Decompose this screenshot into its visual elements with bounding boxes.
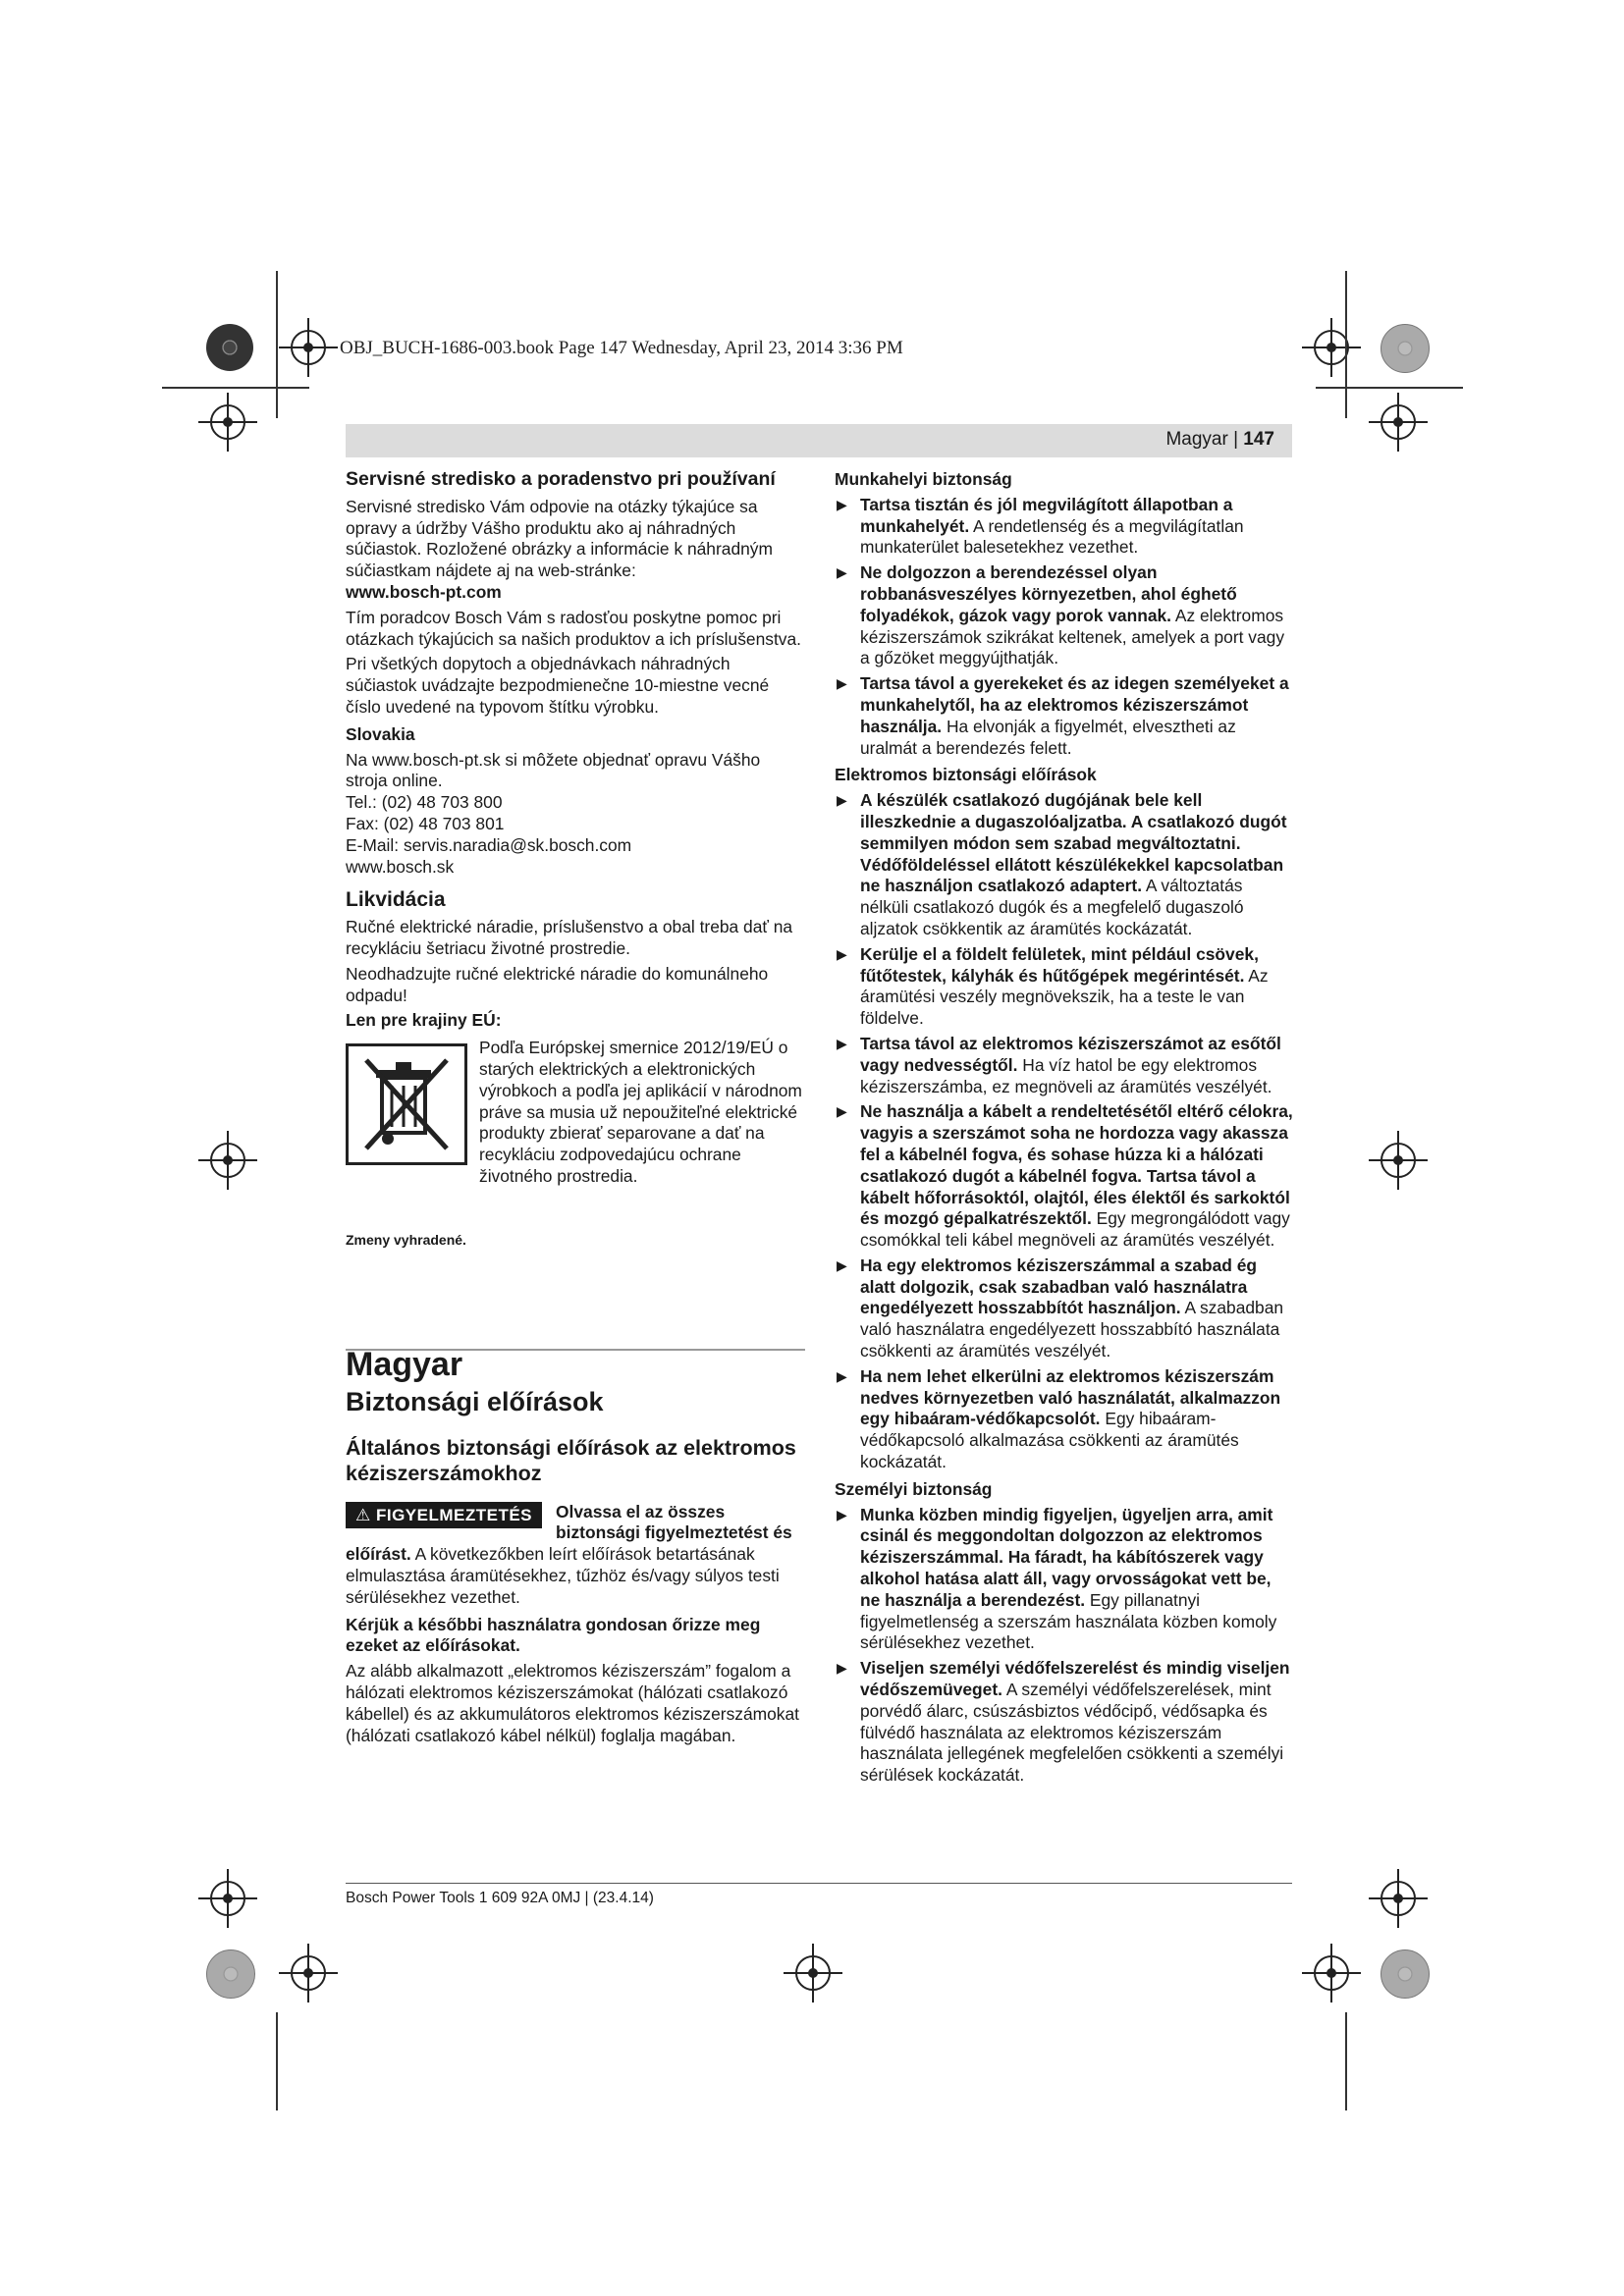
electrical-safety-item-text: Ha víz hatol be egy elektromos kéziszerszámba, ez megnöveli az áramütés veszélyét. [860,1054,1272,1096]
eu-title: Len pre krajiny EÚ: [346,1010,502,1031]
registration-mark-bottom-left [291,1955,326,1991]
electrical-safety-item [835,790,1294,940]
keep-instructions: Kérjük a későbbi használatra gondosan őrizze meg ezeket az előírásokat. [346,1614,761,1656]
electrical-safety-item-text: Egy hibaáram-védőkapcsoló alkalmazása csökkenti az áramütés kockázatát. [860,1409,1239,1472]
personal-safety-item-text: Egy pillanatnyi figyelmetlenség a szerszám használata közben komoly sérülésekhez vezethet. [860,1589,1277,1653]
email[interactable]: E-Mail: servis.naradia@sk.bosch.com [346,834,632,855]
work-area-item-bold: Tartsa tisztán és jól megvilágított állapotban a munkahelyét. [860,494,1233,536]
disposal-title: Likvidácia [346,888,446,912]
electrical-safety-title: Elektromos biztonsági előírások [835,765,1097,785]
crop-line [276,2012,278,2110]
electrical-safety-item [835,1255,1294,1362]
electrical-safety-item [835,1101,1294,1252]
electrical-safety-item [835,1366,1294,1473]
crop-star-mark-top-right [1380,324,1430,373]
electrical-safety-item [835,1034,1294,1097]
safety-title: Biztonsági előírások [346,1386,604,1416]
bullet-triangle-icon: ▶ [837,792,847,809]
warning-block [346,1502,805,1609]
electrical-safety-item-bold: Kerülje el a földelt felületek, mint például csövek, fűtőtestek, kályhák és hűtőgépek megérintését. [860,943,1259,986]
service-paragraph-2: Tím poradcov Bosch Vám s radosťou poskytne pomoc pri otázkach týkajúcich sa našich produktov a ich príslušenstva. [346,607,801,649]
personal-safety-item [835,1505,1294,1655]
personal-safety-title: Személyi biztonság [835,1478,993,1499]
electrical-safety-item [835,944,1294,1030]
service-paragraph-3: Pri všetkých dopytoch a objednávkach náhradných súčiastok uvádzajte bezpodmienečne 10-miestne vecné číslo uvedené na typovom štítku výrobku. [346,654,770,717]
service-paragraph-1: Servisné stredisko Vám odpovie na otázky týkajúce sa opravy a údržby Vášho produktu ako aj náhradných súčiastok. Rozložené obrázky a informácie k náhradným súčiastkam nájdete aj na web-stránke: [346,496,773,581]
registration-mark-right-mid [1380,1143,1416,1178]
registration-mark-top-left [291,330,326,365]
registration-mark-right-top [1380,404,1416,440]
country-paragraph: Na www.bosch-pt.sk si môžete objednať opravu Vášho stroja online. [346,749,761,791]
work-area-item-text: Ha elvonják a figyelmét, elvesztheti az uralmát a berendezés felett. [860,716,1236,758]
crop-line [1345,271,1347,418]
fax: Fax: (02) 48 703 801 [346,813,505,833]
registration-mark-bottom-right [1314,1955,1349,1991]
eu-text: Podľa Európskej smernice 2012/19/EÚ o starých elektrických a elektronických výrobkoch a podľa jej aplikácií v národnom práve sa musia už nepoužiteľné elektrické produkty zbierať separovane a dať na recykláciu zodpovedajúcu ochrane životného prostredia. [479,1038,802,1186]
file-header: OBJ_BUCH-1686-003.book Page 147 Wednesday, April 23, 2014 3:36 PM [340,338,903,358]
disposal-paragraph-2: Neodhadzujte ručné elektrické náradie do komunálneho odpadu! [346,963,769,1005]
electrical-safety-item-bold: A készülék csatlakozó dugójának bele kell illeszkednie a dugaszolóaljzatba. A csatlakozó dugót semmilyen módon sem szabad megváltoztatni. Védőföldeléssel ellátott készülékekkel kapcsolatban ne használjon csatlakozó adaptert. [860,790,1287,896]
warning-bold-text: Olvassa el az összes biztonsági figyelmeztetést és előírást. [346,1501,792,1565]
crop-star-mark-top-left [206,324,253,371]
running-header-separator: | [1227,429,1244,450]
language-title: Magyar [346,1346,463,1383]
electrical-safety-item-text: A változtatás nélküli csatlakozó dugók és a megfelelő dugaszoló aljzatok csökkentik az áramütés kockázatát. [860,876,1244,938]
work-area-item-bold: Ne dolgozzon a berendezéssel olyan robbanásveszélyes környezetben, ahol éghető folyadékok, gázok vagy porok vannak. [860,562,1237,625]
warning-badge: ⚠ FIGYELMEZTETÉS [346,1502,542,1529]
eu-block [346,1038,805,1224]
left-column-lower [346,1346,805,1750]
bullet-triangle-icon: ▶ [837,1256,847,1273]
bullet-triangle-icon: ▶ [837,1367,847,1384]
crossed-bin-icon [346,1043,467,1165]
disposal-paragraph-1: Ručné elektrické náradie, príslušenstvo a obal treba dať na recykláciu šetriacu životné prostredie. [346,917,793,958]
web-link[interactable]: www.bosch.sk [346,856,455,877]
registration-mark-left-bottom [210,1881,245,1916]
footer: Bosch Power Tools 1 609 92A 0MJ | (23.4.14) [346,1890,654,1906]
work-area-item-text: A rendetlenség és a megvilágítatlan munkaterület balesetekhez vezethet. [860,515,1244,558]
bullet-triangle-icon: ▶ [837,1506,847,1522]
page-number: 147 [1243,429,1274,450]
crop-star-mark-bottom-left [206,1949,255,1999]
electrical-safety-item-text: Az áramütési veszély megnövekszik, ha a teste le van földelve. [860,965,1269,1029]
registration-mark-left-mid [210,1143,245,1178]
changes-notice: Zmeny vyhradené. [346,1232,466,1249]
general-safety-title: Általános biztonsági előírások az elektromos kéziszerszámokhoz [346,1435,796,1485]
personal-safety-item-bold: Viseljen személyi védőfelszerelést és mindig viseljen védőszemüveget. [860,1658,1290,1700]
electrical-safety-item-bold: Ha egy elektromos kéziszerszámmal a szabad ég alatt dolgozik, csak szabadban való használatra engedélyezett hosszabbítót használjon. [860,1255,1258,1318]
bullet-triangle-icon: ▶ [837,945,847,962]
tel: Tel.: (02) 48 703 800 [346,792,503,813]
work-area-item-text: Az elektromos kéziszerszámok szikrákat keltenek, amelyek a port vagy a gőzöket meggyújthatják. [860,605,1285,668]
running-header-section: Magyar [1165,429,1228,450]
crop-star-mark-bottom-right [1380,1949,1430,1999]
crop-line [162,387,309,389]
registration-mark-left-top [210,404,245,440]
registration-mark-bottom-center [795,1955,831,1991]
work-area-title: Munkahelyi biztonság [835,469,1012,489]
bullet-triangle-icon: ▶ [837,564,847,581]
electrical-safety-item-text: Egy megrongálódott vagy csomókkal teli kábel megnöveli az áramütés veszélyét. [860,1208,1290,1251]
bullet-triangle-icon: ▶ [837,1103,847,1120]
bullet-triangle-icon: ▶ [837,675,847,692]
right-column [835,469,1294,1790]
work-area-item [835,673,1294,759]
country-title: Slovakia [346,723,415,744]
work-area-item-bold: Tartsa távol a gyerekeket és az idegen személyeket a munkahelytől, ha az elektromos kéziszerszámot használja. [860,673,1289,736]
crop-line [276,271,278,418]
bullet-triangle-icon: ▶ [837,496,847,512]
electrical-safety-item-bold: Ha nem lehet elkerülni az elektromos kéziszerszám nedves környezetben való használatát, alkalmazzon egy hibaáram-védőkapcsolót. [860,1365,1281,1429]
personal-safety-item-text: A személyi védőfelszerelések, mint porvédő álarc, csúszásbiztos védőcipő, védősapka és fülvédő használata az elektromos kéziszerszám használata jellegének megfelelően csökkenti a személyi sérülések kockázatát. [860,1680,1284,1786]
work-area-item [835,562,1294,669]
personal-safety-list [835,1505,1294,1787]
electrical-safety-item-bold: Ne használja a kábelt a rendeltetésétől eltérő célokra, vagyis a szerszámot soha ne hordozza vagy akassza fel a kábelnél fogva, és sohase húzza ki a hálózati csatlakozó dugót a kábelnél fogva. Tartsa távol a kábelt hőforrásoktól, olajtól, éles élektől és sarkoktól és mozgó gépalkatrészektől. [860,1101,1293,1229]
bullet-triangle-icon: ▶ [837,1660,847,1677]
bullet-triangle-icon: ▶ [837,1035,847,1051]
registration-mark-right-bottom [1380,1881,1416,1916]
crop-line [1345,2012,1347,2110]
electrical-safety-item-text: A szabadban való használatra engedélyezett hosszabbító használata csökkenti az áramütés veszélyét. [860,1298,1284,1362]
registration-mark-top-right [1314,330,1349,365]
personal-safety-item-bold: Munka közben mindig figyeljen, ügyeljen arra, amit csinál és meggondoltan dolgozzon az elektromos kéziszerszámmal. Ha fáradt, ha kábítószerek vagy alkohol hatása alatt áll, vagy orvosságokat vett be, ne használja a berendezést. [860,1504,1273,1610]
running-header [346,424,1292,457]
work-area-list [835,495,1294,760]
warning-text: A következőkben leírt előírások betartásának elmulasztása áramütésekhez, tűzhöz és/vagy súlyos testi sérülésekhez vezethet. [346,1544,780,1607]
electrical-safety-list [835,790,1294,1473]
personal-safety-item [835,1658,1294,1787]
term-definition: Az alább alkalmazott „elektromos kéziszerszám” fogalom a hálózati elektromos kéziszerszámokat (hálózati csatlakozó kábellel) és az akkumulátoros elektromos kéziszerszámokat (hálózati csatlakozó kábel nélkül) foglalja magában. [346,1661,799,1745]
left-column [346,469,805,1255]
electrical-safety-item-bold: Tartsa távol az elektromos kéziszerszámot az esőtől vagy nedvességtől. [860,1033,1281,1075]
footer-rule [346,1883,1292,1884]
service-url[interactable]: www.bosch-pt.com [346,581,502,602]
service-title: Servisné stredisko a poradenstvo pri používaní [346,468,776,490]
crop-line [1316,387,1463,389]
work-area-item [835,495,1294,559]
